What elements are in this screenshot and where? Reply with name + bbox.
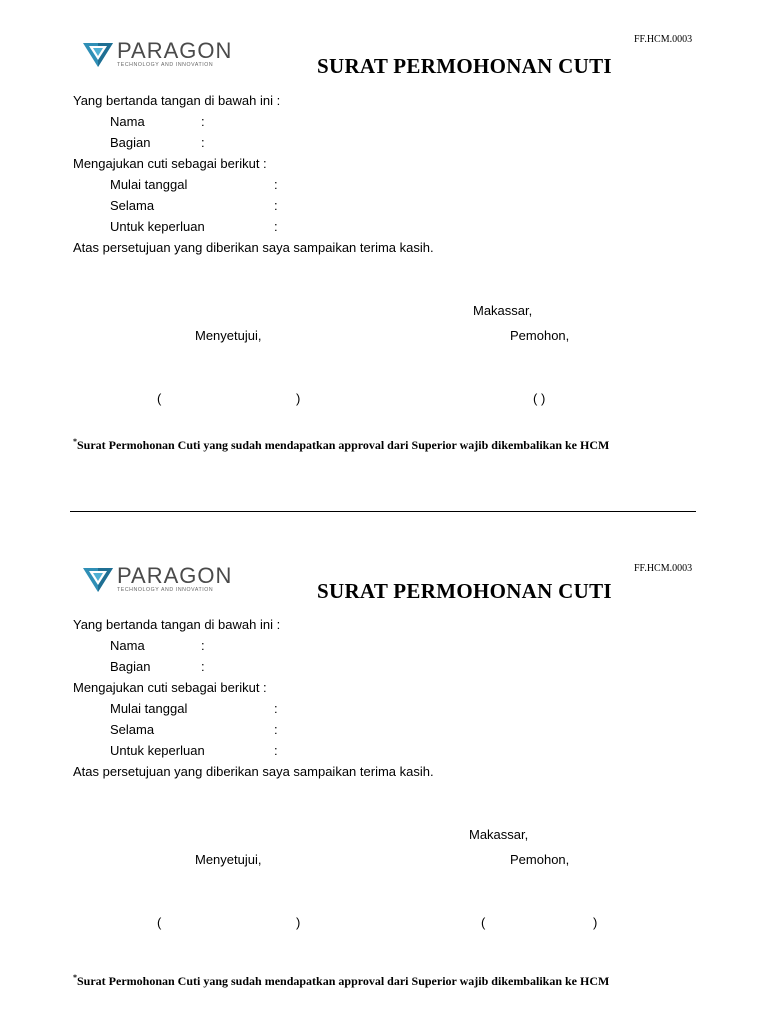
- leave-request-form-2: [0, 525, 768, 1025]
- closing-text: Atas persetujuan yang diberikan saya sampaikan terima kasih.: [73, 764, 434, 779]
- closing-text: Atas persetujuan yang diberikan saya sampaikan terima kasih.: [73, 240, 434, 255]
- approval-note: [73, 973, 609, 989]
- applicant-sign-blank: ( ): [533, 391, 546, 406]
- keperluan-label: Untuk keperluan: [110, 219, 205, 234]
- selama-label: Selama: [110, 198, 155, 213]
- request-text: Mengajukan cuti sebagai berikut :: [73, 156, 267, 171]
- paragon-logo: [83, 40, 232, 69]
- nama-label: Nama: [110, 638, 145, 653]
- city-label: Makassar,: [469, 827, 529, 842]
- approver-sign-open: (: [157, 915, 162, 930]
- intro-text: Yang bertanda tangan di bawah ini :: [73, 617, 281, 632]
- approver-label: Menyetujui,: [195, 328, 262, 343]
- applicant-label: Pemohon,: [510, 852, 570, 867]
- paragon-triangle-icon: [83, 42, 113, 68]
- bagian-label: Bagian: [110, 135, 151, 150]
- applicant-sign-close: ): [593, 915, 598, 930]
- note-text: Surat Permohonan Cuti yang sudah mendapatkan approval dari Superior wajib dikembalikan ke HCM: [77, 974, 610, 988]
- logo-name: PARAGON: [117, 38, 233, 63]
- applicant-sign-open: (: [481, 915, 486, 930]
- mulai-tanggal-label: Mulai tanggal: [110, 177, 188, 192]
- approver-label: Menyetujui,: [195, 852, 262, 867]
- form-code: FF.HCM.0003: [634, 34, 693, 45]
- form-title: SURAT PERMOHONAN CUTI: [317, 54, 612, 78]
- paragon-logo: [83, 565, 232, 594]
- note-text: Surat Permohonan Cuti yang sudah mendapatkan approval dari Superior wajib dikembalikan ke HCM: [77, 438, 610, 452]
- selama-label: Selama: [110, 722, 155, 737]
- logo-tagline: TECHNOLOGY AND INNOVATION: [117, 587, 214, 593]
- bagian-colon: :: [201, 135, 205, 150]
- intro-text: Yang bertanda tangan di bawah ini :: [73, 93, 281, 108]
- keperluan-colon: :: [274, 219, 278, 234]
- nama-label: Nama: [110, 114, 145, 129]
- request-text: Mengajukan cuti sebagai berikut :: [73, 680, 267, 695]
- leave-request-form-1: [0, 0, 768, 500]
- form-title: SURAT PERMOHONAN CUTI: [317, 579, 612, 603]
- form-code: FF.HCM.0003: [634, 563, 693, 574]
- note-asterisk: *: [73, 973, 77, 982]
- approver-sign-close: ): [296, 391, 301, 406]
- cut-divider-line: [70, 511, 696, 512]
- mulai-tanggal-colon: :: [274, 177, 278, 192]
- city-label: Makassar,: [473, 303, 533, 318]
- applicant-label: Pemohon,: [510, 328, 570, 343]
- keperluan-colon: :: [274, 743, 278, 758]
- mulai-tanggal-label: Mulai tanggal: [110, 701, 188, 716]
- approver-sign-open: (: [157, 391, 162, 406]
- logo-name: PARAGON: [117, 563, 233, 588]
- nama-colon: :: [201, 114, 205, 129]
- approver-sign-close: ): [296, 915, 301, 930]
- bagian-colon: :: [201, 659, 205, 674]
- note-asterisk: *: [73, 437, 77, 446]
- logo-tagline: TECHNOLOGY AND INNOVATION: [117, 62, 214, 68]
- nama-colon: :: [201, 638, 205, 653]
- approval-note: [73, 437, 609, 453]
- selama-colon: :: [274, 722, 278, 737]
- selama-colon: :: [274, 198, 278, 213]
- paragon-triangle-icon: [83, 567, 113, 593]
- mulai-tanggal-colon: :: [274, 701, 278, 716]
- keperluan-label: Untuk keperluan: [110, 743, 205, 758]
- bagian-label: Bagian: [110, 659, 151, 674]
